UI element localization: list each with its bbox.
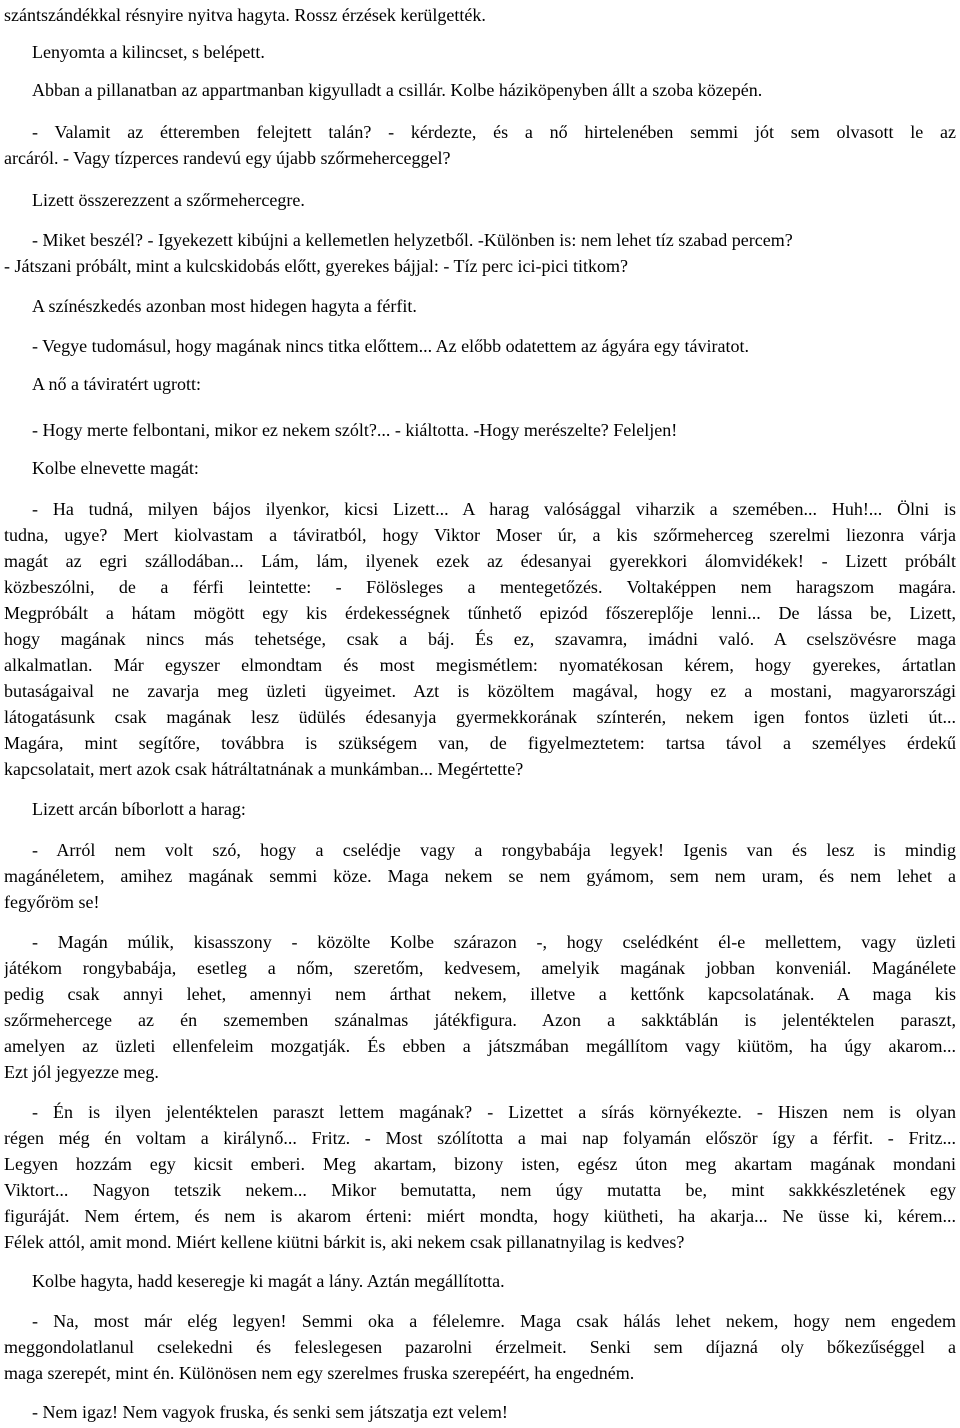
text-line: figuráját. Nem értem, és nem is akarom érteni: miért mondta, hogy kiütheti, ha akarja... Ne üsse ki, kérem...: [4, 1206, 956, 1226]
text-line: - Hogy merte felbontani, mikor ez nekem szólt?... - kiáltotta. -Hogy merészelte? Feleljen!: [32, 420, 678, 440]
text-line: - Én is ilyen jelentéktelen paraszt lettem magának? - Lizettet a sírás környékezte. - Hiszen nem is olyan: [32, 1102, 956, 1122]
text-line: - Na, most már elég legyen! Semmi oka a félelemre. Maga csak hálás lehet nekem, hogy nem engedem: [32, 1311, 956, 1331]
text-line: Ezt jól jegyezze meg.: [4, 1062, 159, 1082]
text-line: Viktort... Nagyon tetszik nekem... Mikor bemutatta, nem úgy mutatta be, mint sakkkészletének egy: [4, 1180, 956, 1200]
text-line: - Magán múlik, kisasszony - közölte Kolbe szárazon -, hogy cselédként él-e mellettem, vagy üzleti: [32, 932, 956, 952]
text-line: pedig csak annyi lehet, amennyi nem árthat nekem, illetve a kettőnk kapcsolatának. A maga kis: [4, 984, 956, 1004]
text-line: közbeszólni, de a férfi leintette: - Fölösleges a mentegetőzés. Voltaképpen nem haragszom magára.: [4, 577, 956, 597]
text-line: Lizett összerezzent a szőrmehercegre.: [32, 190, 305, 210]
text-line: A nő a táviratért ugrott:: [32, 374, 201, 394]
text-line: - Ha tudná, milyen bájos ilyenkor, kicsi Lizett... A harag valósággal viharzik a szemében... Huh!... Ölni is: [32, 499, 956, 519]
text-line: látogatásunk csak magának lesz üdülés édesanyja gyermekkorának színterén, nekem igen fontos üzleti út...: [4, 707, 956, 727]
text-line: Lenyomta a kilincset, s belépett.: [32, 42, 265, 62]
text-line: - Vegye tudomásul, hogy magának nincs titka előttem... Az előbb odatettem az ágyára egy táviratot.: [32, 336, 749, 356]
text-line: alkalmatlan. Már egyszer elmondtam és most megismétlem: nyomatékosan kérem, hogy gyerekes, ártatlan: [4, 655, 956, 675]
text-line: tudna, ugye? Mert kiolvastam a táviratból, hogy Viktor Moser úr, a kis szőrmeherceg szerelmi liezonra várja: [4, 525, 956, 545]
text-line: kapcsolatait, mert azok csak hátráltatnának a munkámban... Megértette?: [4, 759, 524, 779]
text-line: - Miket beszél? - Igyekezett kibújni a kellemetlen helyzetből. -Különben is: nem lehet tíz szabad percem?: [32, 230, 793, 250]
text-line: maga szerepét, mint én. Különösen nem egy szerelmes fruska szerepéért, ha engedném.: [4, 1363, 635, 1383]
text-line: meggondolatlanul cselekedni és feleslegesen pazarolni érzelmeit. Senki sem díjazná oly bőkezűséggel a: [4, 1337, 956, 1357]
text-line: Magára, mint segítőre, továbbra is szükségem van, de figyelmeztetem: tartsa távol a személyes érdekű: [4, 733, 956, 753]
text-line: Legyen hozzám egy kicsit emberi. Meg akartam, bizony isten, egész úton meg akartam magának mondani: [4, 1154, 956, 1174]
text-line: arcáról. - Vagy tízperces randevú egy újabb szőrmeherceggel?: [4, 148, 451, 168]
text-line: Kolbe elnevette magát:: [32, 458, 199, 478]
text-line: Abban a pillanatban az appartmanban kigyulladt a csillár. Kolbe háziköpenyben állt a szoba közepén.: [32, 80, 763, 100]
text-line: A színészkedés azonban most hidegen hagyta a férfit.: [32, 296, 417, 316]
text-line: hogy magának nincs más tehetsége, csak a báj. És ez, szavamra, imádni való. A cselszövésre maga: [4, 629, 956, 649]
text-line: magánéletem, amihez magának semmi köze. Maga nekem se nem gyámom, sem nem uram, és nem lehet a: [4, 866, 956, 886]
text-line: - Valamit az étteremben felejtett talán? - kérdezte, és a nő hirtelenében semmi jót sem olvasott le az: [32, 122, 956, 142]
text-line: magát az egri szállodában... Lám, lám, ilyenek ezek az édesanyai gyerekkori álomvidékek! - Lizett próbált: [4, 551, 956, 571]
text-line: Lizett arcán bíborlott a harag:: [32, 799, 246, 819]
text-line: fegyőröm se!: [4, 892, 100, 912]
text-line: amelyen az üzleti ellenfeleim mozgatják. És ebben a játszmában megállítom vagy kiütöm, ha úgy akarom...: [4, 1036, 956, 1056]
text-line: - Arról nem volt szó, hogy a cselédje vagy a rongybabája legyek! Igenis van és lesz is mindig: [32, 840, 956, 860]
text-line: butaságaival ne zavarja meg üzleti ügyeimet. Azt is közöltem magával, hogy ez a mostani, magyarországi: [4, 681, 956, 701]
text-line: szőrmehercege az én szememben szánalmas játékfigura. Azon a sakktáblán is jelentéktelen paraszt,: [4, 1010, 956, 1030]
text-line: régen még én voltam a királynő... Fritz. - Most szólította a mai nap folyamán először így a férfit. - Fritz...: [4, 1128, 956, 1148]
text-line: - Nem igaz! Nem vagyok fruska, és senki sem játszatja ezt velem!: [32, 1402, 508, 1422]
text-line: Félek attól, amit mond. Miért kellene kiütni bárkit is, aki nekem csak pillanatnyilag is kedves?: [4, 1232, 685, 1252]
text-line: szántszándékkal résnyire nyitva hagyta. Rossz érzések kerülgették.: [4, 5, 486, 25]
text-line: - Játszani próbált, mint a kulcskidobás előtt, gyerekes bájjal: - Tíz perc ici-pici titkom?: [4, 256, 628, 276]
text-line: Kolbe hagyta, hadd keseregje ki magát a lány. Aztán megállította.: [32, 1271, 505, 1291]
text-line: Megpróbált a hátam mögött egy kis érdekességnek tűnhető epizód főszereplője lenni... De lássa be, Lizett,: [4, 603, 956, 623]
text-line: játékom rongybabája, esetleg a nőm, szeretőm, kedvesem, amelyik magának jobban konveniál. Magánélete: [4, 958, 956, 978]
